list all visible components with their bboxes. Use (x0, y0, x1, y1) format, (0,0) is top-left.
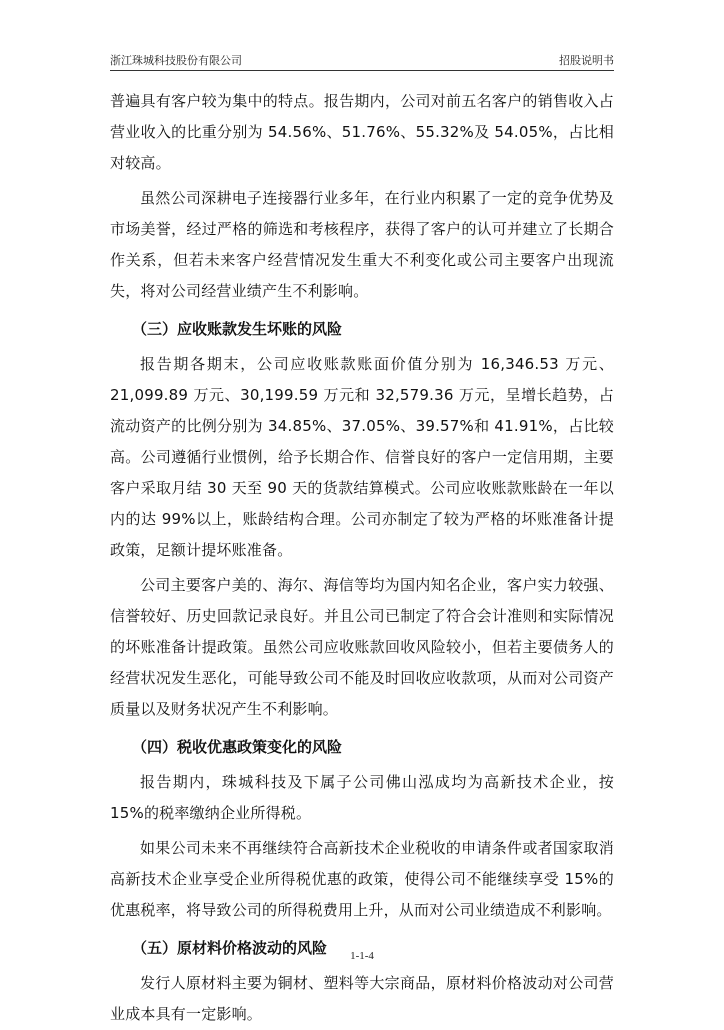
section-heading-bad-debt: （三）应收账款发生坏账的风险 (132, 320, 343, 338)
page-body (110, 86, 614, 1030)
section-heading-raw-materials: （五）原材料价格波动的风险 (132, 939, 328, 957)
page-header (110, 52, 614, 70)
header-divider (110, 70, 614, 71)
paragraph-tax-risk: 如果公司未来不再继续符合高新技术企业税收的申请条件或者国家取消高新技术企业享受企业所得税优惠的政策，使得公司不能继续享受 15%的优惠税率，将导致公司的所得税费用上升，从而对公司业绩造成不利影响。 (110, 839, 614, 919)
paragraph-raw-materials: 发行人原材料主要为铜材、塑料等大宗商品，原材料价格波动对公司营业成本具有一定影响。 (110, 974, 614, 1023)
section-heading-tax-policy: （四）税收优惠政策变化的风险 (132, 738, 343, 756)
paragraph-receivables: 报告期各期末，公司应收账款账面价值分别为 16,346.53 万元、21,099.89 万元、30,199.59 万元和 32,579.36 万元，呈增长趋势，占流动资产的比例分别为 34.85%、37.05%、39.57%和 41.91%，占比较高。公司遵循行业惯例，给予长期合作、信誉良好的客户一定信用期，主要客户采取月结 30 天至 90 天的货款结算模式。公司应收账款账龄在一年以内的达 99%以上，账龄结构合理。公司亦制定了较为严格的坏账准备计提政策，足额计提坏账准备。 (110, 355, 614, 559)
paragraph-tax-rate: 报告期内，珠城科技及下属子公司佛山泓成均为高新技术企业，按 15%的税率缴纳企业所得税。 (110, 773, 614, 822)
paragraph-receivables-risk: 公司主要客户美的、海尔、海信等均为国内知名企业，客户实力较强、信誉较好、历史回款记录良好。并且公司已制定了符合会计准则和实际情况的坏账准备计提政策。虽然公司应收账款回收风险较小，但若主要债务人的经营状况发生恶化，可能导致公司不能及时回收应收款项，从而对公司资产质量以及财务状况产生不利影响。 (110, 576, 614, 718)
header-document-type: 招股说明书 (559, 54, 614, 67)
page-number: 1-1-4 (350, 950, 374, 962)
paragraph-customer-risk: 虽然公司深耕电子连接器行业多年，在行业内积累了一定的竞争优势及市场美誉，经过严格的筛选和考核程序，获得了客户的认可并建立了长期合作关系，但若未来客户经营情况发生重大不利变化或公司主要客户出现流失，将对公司经营业绩产生不利影响。 (110, 189, 614, 300)
paragraph-customer-concentration: 普遍具有客户较为集中的特点。报告期内，公司对前五名客户的销售收入占营业收入的比重分别为 54.56%、51.76%、55.32%及 54.05%，占比相对较高。 (110, 92, 614, 172)
header-company-name: 浙江珠城科技股份有限公司 (110, 54, 242, 67)
